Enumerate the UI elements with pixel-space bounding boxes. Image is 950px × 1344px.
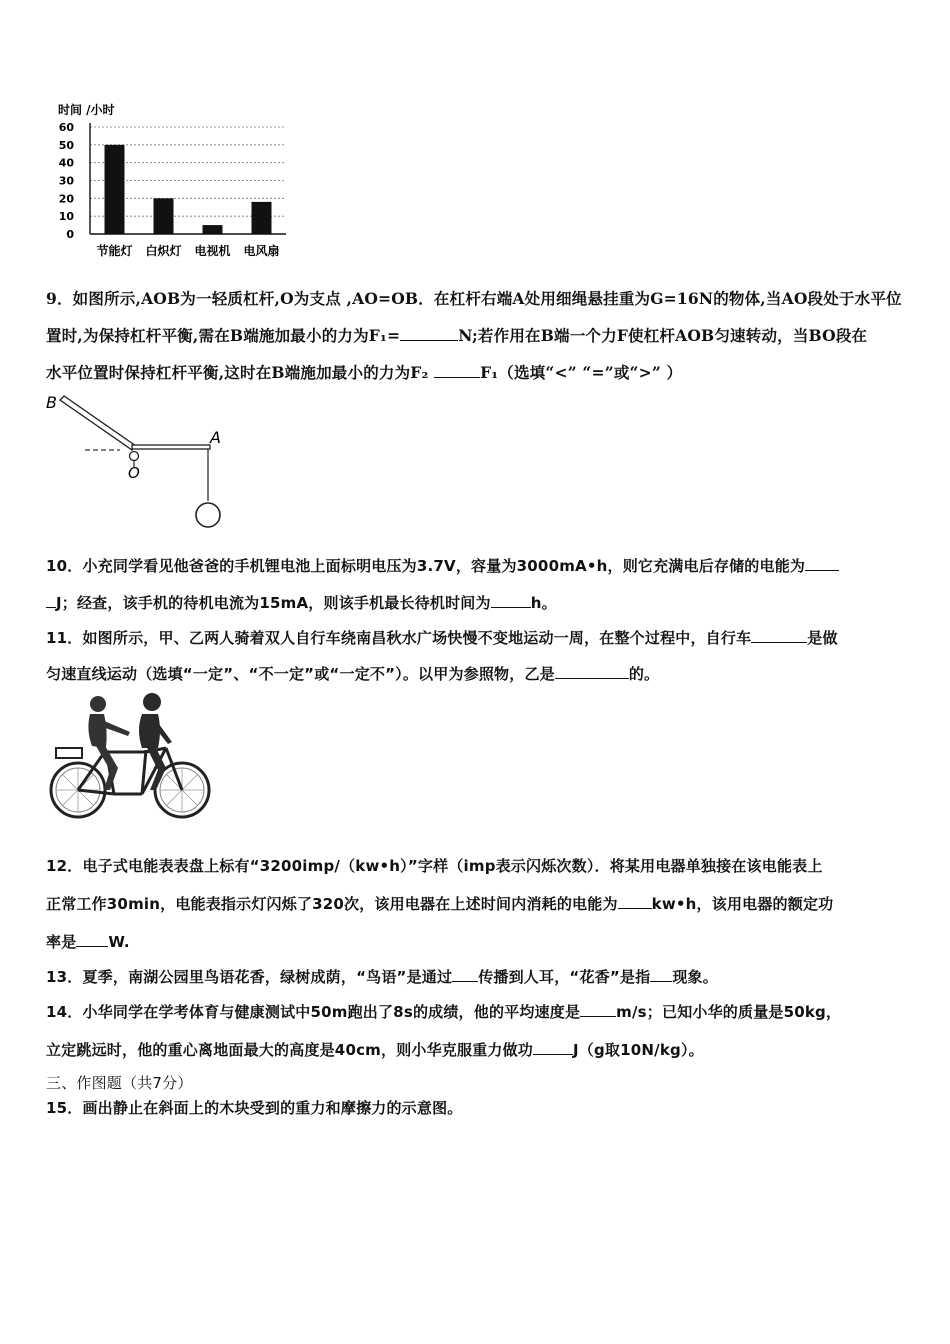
q9-line3-text-b: F₁（选填“<” “=”或“>” ） — [480, 363, 683, 382]
q13-line — [46, 966, 718, 987]
y-tick-label: 30 — [58, 174, 74, 188]
q12-blank-energy[interactable] — [618, 896, 652, 909]
q14-line1-text-b: m/s；已知小华的质量是50kg， — [616, 1003, 842, 1021]
bar-chart — [50, 98, 300, 263]
q13-blank-phenomenon[interactable] — [650, 969, 672, 982]
q12-line2 — [46, 893, 833, 914]
q12-line2-text-b: kw•h，该用电器的额定功 — [651, 895, 834, 913]
q10-line2-text-a: J；经查，该手机的待机电流为15mA，则该手机最长待机时间为 — [56, 594, 491, 612]
q9-line1: 9．如图所示,AOB为一轻质杠杆,O为支点 ,AO=OB．在杠杆右端A处用细绳悬挂重为G=16N的物体,当AO段处于水平位 — [46, 289, 902, 308]
q12-line3-text-a: 率是 — [46, 933, 77, 951]
q14-blank-work[interactable] — [533, 1042, 573, 1055]
q13-text-b: 传播到人耳，“花香”是指 — [478, 968, 651, 986]
bar-2 — [203, 225, 223, 234]
q10-blank-energy-a[interactable] — [805, 558, 839, 571]
q9-line3 — [46, 361, 682, 383]
bar-3 — [252, 202, 272, 234]
q15-line: 15．画出静止在斜面上的木块受到的重力和摩擦力的示意图。 — [46, 1099, 463, 1117]
q9-blank-f2[interactable] — [434, 365, 480, 378]
label-a: A — [210, 428, 221, 447]
category-label-2: 电视机 — [194, 244, 231, 258]
q14-line2-text-b: J（g取10N/kg）。 — [573, 1041, 704, 1059]
y-tick-label: 0 — [66, 228, 74, 241]
q10-blank-time[interactable] — [491, 595, 531, 608]
lever-arm-bo — [60, 396, 136, 450]
weight-ball — [196, 503, 220, 527]
y-tick-label: 40 — [58, 156, 74, 170]
q14-blank-speed[interactable] — [580, 1004, 616, 1017]
q9-line2-text-a: 置时,为保持杠杆平衡,需在B端施加最小的力为F₁= — [46, 326, 401, 345]
q13-text-a: 13．夏季，南湖公园里鸟语花香，绿树成荫，“鸟语”是通过 — [46, 968, 453, 986]
pivot-o — [130, 452, 139, 461]
q14-line1 — [46, 1001, 841, 1022]
q10-line1-text: 10．小充同学看见他爸爸的手机锂电池上面标明电压为3.7V，容量为3000mA•h，则它充满电后存储的电能为 — [46, 557, 806, 575]
q9-line2-text-b: N;若作用在B端一个力F使杠杆AOB匀速转动，当BO段在 — [458, 326, 868, 345]
bar-0 — [105, 145, 125, 234]
label-b: B — [46, 393, 57, 412]
tandem-bicycle-image — [46, 690, 214, 830]
lever-figure — [40, 388, 240, 538]
q9-blank-f1[interactable] — [400, 328, 458, 341]
q10-blank-energy-b[interactable] — [46, 595, 56, 608]
q9-line2 — [46, 324, 867, 346]
q14-line2 — [46, 1039, 704, 1060]
q11-line2-text-a: 匀速直线运动（选填“一定”、“不一定”或“一定不”）。以甲为参照物，乙是 — [46, 665, 555, 683]
q9-line3-text-a: 水平位置时保持杠杆平衡,这时在B端施加最小的力为F₂ — [46, 363, 435, 382]
y-tick-label: 20 — [58, 192, 74, 206]
q12-line1: 12．电子式电能表表盘上标有“3200imp/（kw•h）”字样（imp表示闪烁次数）．将某用电器单独接在该电能表上 — [46, 857, 823, 875]
section-3-heading: 三、作图题（共7分） — [46, 1074, 193, 1092]
q10-line2 — [46, 592, 557, 613]
y-tick-label: 60 — [58, 121, 74, 134]
q11-blank-motion[interactable] — [751, 630, 807, 643]
y-tick-label: 10 — [58, 210, 74, 224]
q11-line2 — [46, 663, 659, 684]
q12-line3 — [46, 931, 130, 952]
category-label-1: 白炽灯 — [145, 244, 182, 258]
category-label-3: 电风扇 — [243, 244, 280, 258]
chart-ylabel: 时间 /小时 — [58, 103, 115, 117]
q13-blank-medium[interactable] — [452, 969, 478, 982]
q11-line1-text-b: 是做 — [807, 629, 838, 647]
category-label-0: 节能灯 — [96, 244, 133, 258]
q12-blank-power[interactable] — [76, 934, 108, 947]
label-o: O — [128, 464, 140, 482]
q12-line2-text-a: 正常工作30min，电能表指示灯闪烁了320次，该用电器在上述时间内消耗的电能为 — [46, 895, 618, 913]
q13-text-c: 现象。 — [672, 968, 718, 986]
q10-line2-text-b: h。 — [530, 594, 557, 612]
y-tick-label: 50 — [58, 138, 74, 152]
q11-line1 — [46, 627, 838, 648]
lever-arm-oa — [132, 445, 210, 449]
q10-line1 — [46, 555, 839, 576]
q14-line1-text-a: 14．小华同学在学考体育与健康测试中50m跑出了8s的成绩，他的平均速度是 — [46, 1003, 581, 1021]
q11-line1-text-a: 11．如图所示，甲、乙两人骑着双人自行车绕南昌秋水广场快慢不变地运动一周，在整个过程中，自行车 — [46, 629, 752, 647]
q14-line2-text-a: 立定跳远时，他的重心离地面最大的高度是40cm，则小华克服重力做功 — [46, 1041, 533, 1059]
q12-line3-text-b: W. — [108, 933, 130, 951]
q11-line2-text-b: 的。 — [628, 665, 660, 683]
q11-blank-relative[interactable] — [555, 666, 629, 679]
bar-1 — [154, 198, 174, 234]
